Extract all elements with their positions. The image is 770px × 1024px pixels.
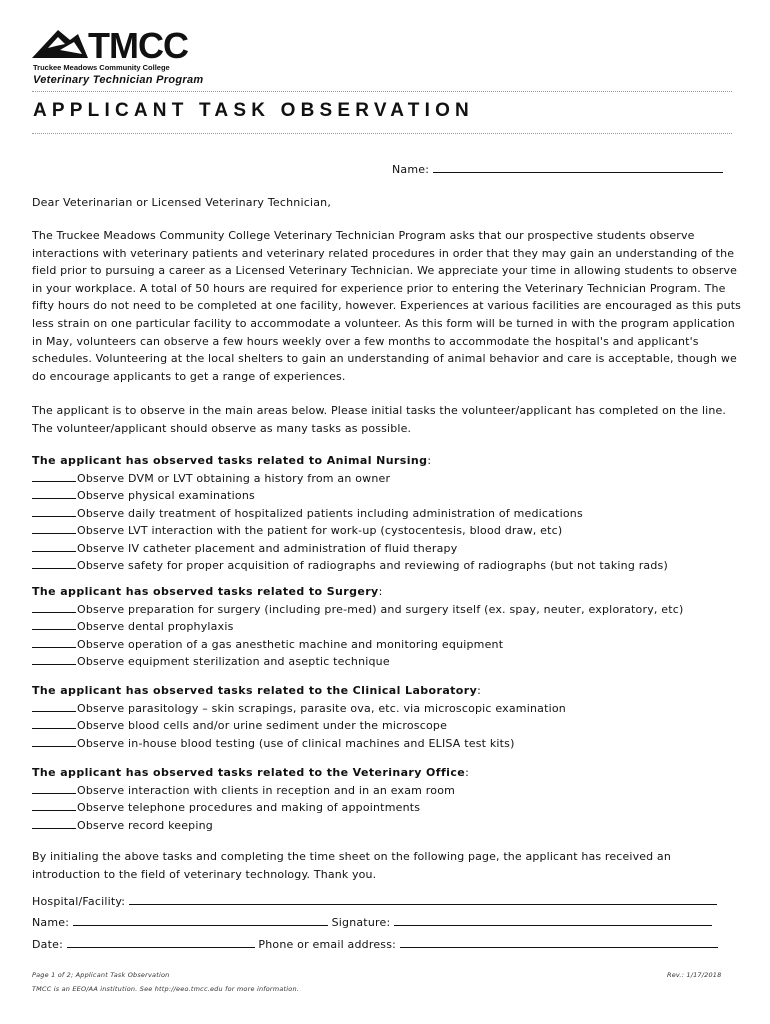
initial-line[interactable] xyxy=(32,817,76,829)
section-heading: The applicant has observed tasks related to Surgery xyxy=(32,585,379,598)
contact-input-line[interactable] xyxy=(400,936,718,948)
task-label: Observe preparation for surgery (including pre-med) and surgery itself (ex. spay, neuter, exploratory, etc) xyxy=(77,602,684,616)
task-row xyxy=(32,505,668,523)
college-name: Truckee Meadows Community College xyxy=(33,63,170,72)
initial-line[interactable] xyxy=(32,487,76,499)
section-animal-nursing: The applicant has observed tasks related to Animal Nursing: Observe DVM or LVT obtaining a history from an owner Observe physical examinations Observe daily treatment of hospitalized patients including administration of medications Observe LVT interaction with the patient for work-up (cystocentesis, blood draw, etc) Observe IV catheter placement and administration of fluid therapy Observe safety for proper acquisition of radiographs and reviewing of radiographs (but not taking rads) xyxy=(32,453,668,575)
initial-line[interactable] xyxy=(32,653,76,665)
task-label: Observe LVT interaction with the patient for work-up (cystocentesis, blood draw, etc) xyxy=(77,524,563,537)
task-row xyxy=(32,717,566,735)
signature-input-line[interactable] xyxy=(394,914,712,926)
task-row xyxy=(32,487,668,505)
instructions-paragraph: The applicant is to observe in the main areas below. Please initial tasks the volunteer/applicant has completed on the line. The volunteer/applicant should observe as many tasks as possible. xyxy=(32,404,727,435)
footer-page-label: Page 1 of 2; Applicant Task Observation xyxy=(32,971,170,979)
name-input-line-bottom[interactable] xyxy=(73,914,328,926)
signature-label: Signature: xyxy=(331,916,391,929)
task-label: Observe physical examinations xyxy=(77,489,255,502)
task-row xyxy=(32,636,684,654)
name-field-label: Name: xyxy=(32,916,70,929)
hospital-label: Hospital/Facility: xyxy=(32,895,126,908)
section-heading: The applicant has observed tasks related to the Veterinary Office xyxy=(32,766,466,779)
task-label: Observe DVM or LVT obtaining a history from an owner xyxy=(77,471,391,485)
initial-line[interactable] xyxy=(32,618,76,630)
name-input-line[interactable] xyxy=(433,161,723,173)
contact-label: Phone or email address: xyxy=(258,938,397,951)
section-veterinary-office: The applicant has observed tasks related to the Veterinary Office: Observe interaction with clients in reception and in an exam room Observe telephone procedures and making of appointments Observe record keeping xyxy=(32,765,469,834)
section-surgery: The applicant has observed tasks related to Surgery: Observe preparation for surgery (including pre-med) and surgery itself (ex. spay, neuter, exploratory, etc) Observe dental prophylaxis Observe operation of a gas anesthetic machine and monitoring equipment Observe equipment sterilization and aseptic technique xyxy=(32,584,684,671)
section-heading: The applicant has observed tasks related to Animal Nursing xyxy=(32,454,428,467)
date-input-line[interactable] xyxy=(67,936,255,948)
task-row xyxy=(32,817,469,835)
date-contact-row xyxy=(32,936,718,954)
name-signature-row xyxy=(32,914,712,932)
initial-line[interactable] xyxy=(32,557,76,569)
task-row xyxy=(32,470,668,488)
initial-line[interactable] xyxy=(32,522,76,534)
initial-line[interactable] xyxy=(32,717,76,729)
hospital-input-line[interactable] xyxy=(129,893,717,905)
task-row xyxy=(32,522,668,540)
section-heading: The applicant has observed tasks related to the Clinical Laboratory xyxy=(32,684,478,697)
top-divider xyxy=(32,91,732,92)
logo-wordmark: TMCC xyxy=(88,25,188,66)
task-label: Observe record keeping xyxy=(77,818,213,832)
task-label: Observe in-house blood testing (use of clinical machines and ELISA test kits) xyxy=(77,736,515,750)
footer-revision: Rev.: 1/17/2018 xyxy=(667,971,722,979)
task-row xyxy=(32,618,684,636)
task-label: Observe parasitology – skin scrapings, parasite ova, etc. via microscopic examination xyxy=(77,701,566,715)
hospital-field xyxy=(32,893,717,911)
task-row xyxy=(32,799,469,817)
task-row xyxy=(32,557,668,575)
task-label: Observe equipment sterilization and aseptic technique xyxy=(77,655,390,668)
footer-eeo-notice: TMCC is an EEO/AA institution. See http://eeo.tmcc.edu for more information. xyxy=(32,985,300,993)
task-label: Observe telephone procedures and making of appointments xyxy=(77,801,421,814)
task-label: Observe blood cells and/or urine sediment under the microscope xyxy=(77,719,448,732)
section-clinical-laboratory: The applicant has observed tasks related to the Clinical Laboratory: Observe parasitology – skin scrapings, parasite ova, etc. via microscopic examination Observe blood cells and/or urine sediment under the microscope Observe in-house blood testing (use of clinical machines and ELISA test kits) xyxy=(32,683,566,752)
program-name: Veterinary Technician Program xyxy=(33,74,204,86)
title-divider xyxy=(32,133,732,134)
task-label: Observe safety for proper acquisition of radiographs and reviewing of radiographs (but not taking rads) xyxy=(77,559,668,572)
task-row xyxy=(32,601,684,619)
initial-line[interactable] xyxy=(32,470,76,482)
initial-line[interactable] xyxy=(32,601,76,613)
name-field xyxy=(392,161,723,179)
initial-line[interactable] xyxy=(32,782,76,794)
initial-line[interactable] xyxy=(32,505,76,517)
greeting: Dear Veterinarian or Licensed Veterinary Technician, xyxy=(32,196,332,209)
task-row xyxy=(32,653,684,671)
task-row xyxy=(32,700,566,718)
task-row xyxy=(32,782,469,800)
date-label: Date: xyxy=(32,938,63,951)
intro-paragraph: The Truckee Meadows Community College Veterinary Technician Program asks that our prospective students observe interactions with veterinary patients and veterinary related procedures in order that they may gain an understanding of the field prior to pursuing a career as a Licensed Veterinary Technician. We appreciate your time in allowing students to observe in your workplace. A total of 50 hours are required for experience prior to entering the Veterinary Technician Program. The fifty hours do not need to be completed at one facility, however. Experiences at various facilities are encouraged as this puts less strain on one particular facility to accommodate a volunteer. As this form will be turned in with the program application in May, volunteers can observe a few hours weekly over a few months to accommodate the hospital's and applicant's schedules. Volunteering at the local shelters to gain an understanding of animal behavior and care is acceptable, though we do encourage applicants to get a range of experiences. xyxy=(32,229,742,383)
initial-line[interactable] xyxy=(32,799,76,811)
task-label: Observe dental prophylaxis xyxy=(77,620,234,633)
closing-paragraph: By initialing the above tasks and completing the time sheet on the following page, the applicant has received an introduction to the field of veterinary technology. Thank you. xyxy=(32,850,671,881)
initial-line[interactable] xyxy=(32,540,76,552)
task-row xyxy=(32,540,668,558)
task-label: Observe operation of a gas anesthetic machine and monitoring equipment xyxy=(77,637,504,651)
task-label: Observe interaction with clients in reception and in an exam room xyxy=(77,783,456,797)
task-row xyxy=(32,735,566,753)
initial-line[interactable] xyxy=(32,735,76,747)
initial-line[interactable] xyxy=(32,700,76,712)
page-title: APPLICANT TASK OBSERVATION xyxy=(33,100,474,121)
task-label: Observe IV catheter placement and administration of fluid therapy xyxy=(77,541,458,555)
initial-line[interactable] xyxy=(32,636,76,648)
task-label: Observe daily treatment of hospitalized patients including administration of medications xyxy=(77,506,583,520)
name-label: Name: xyxy=(392,163,430,176)
